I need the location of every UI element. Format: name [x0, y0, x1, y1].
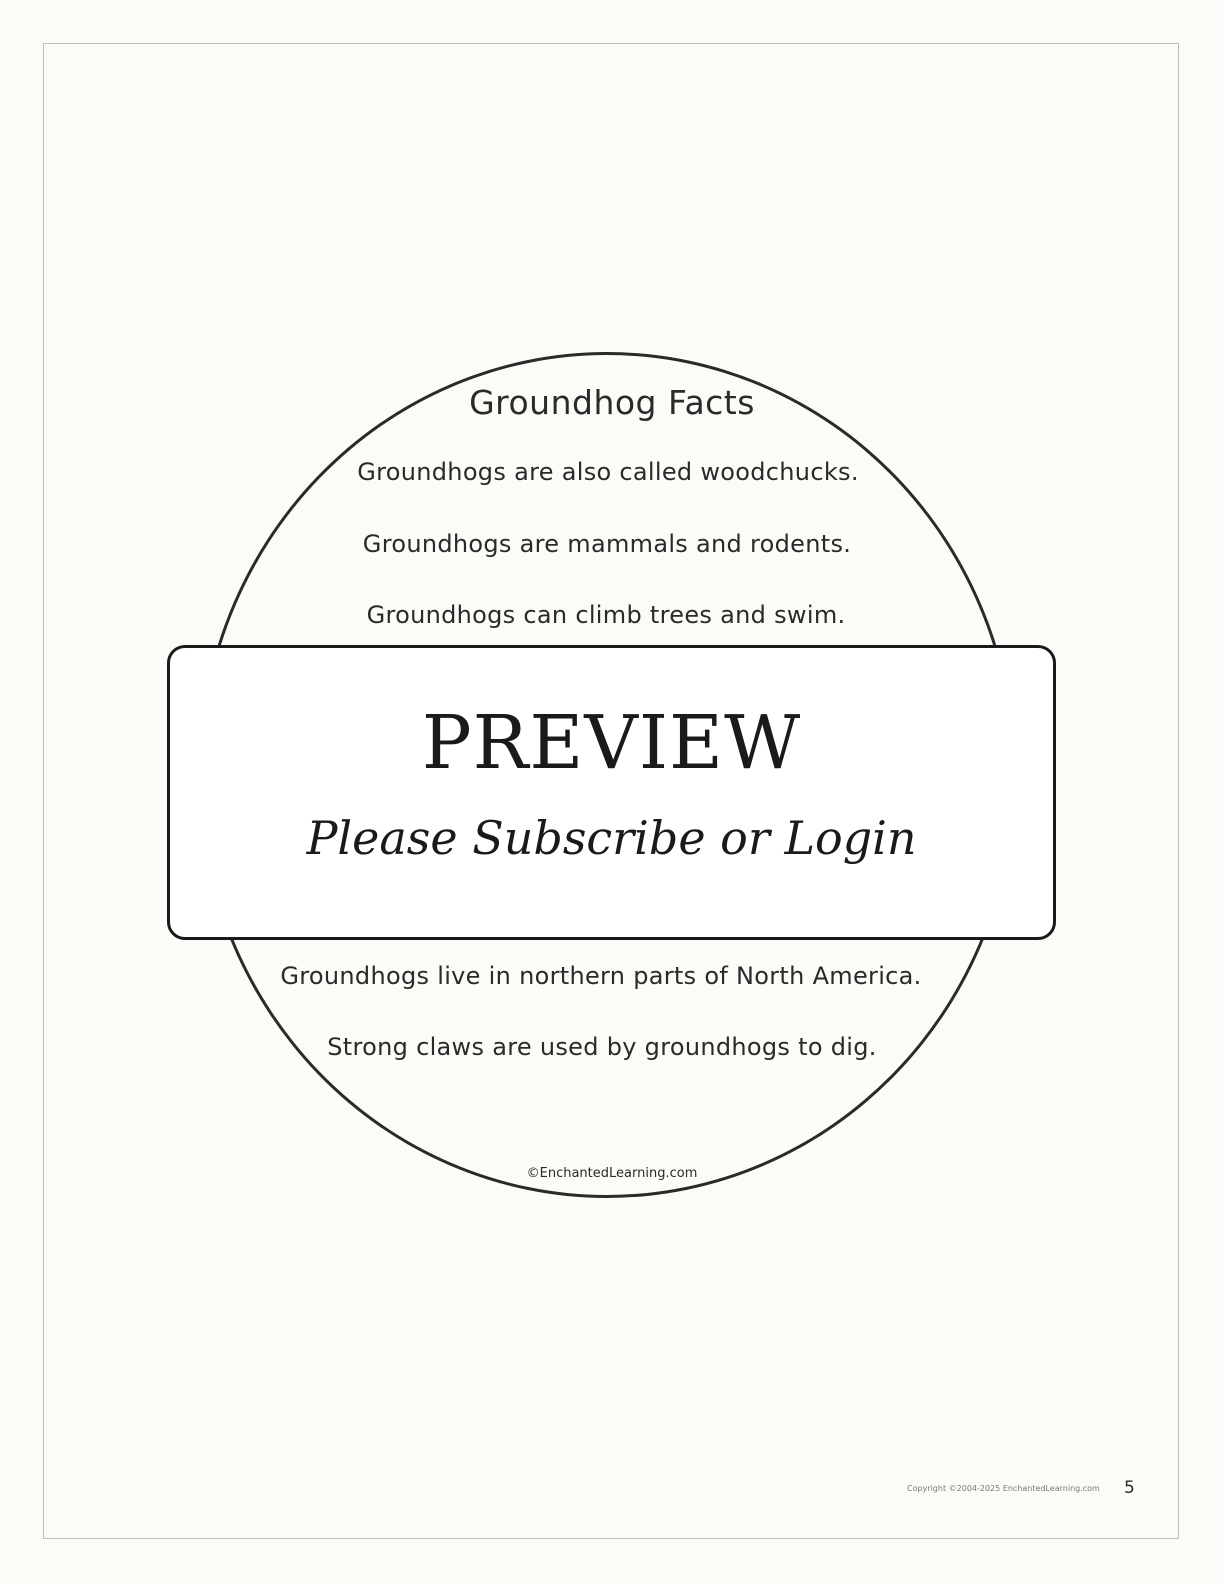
fact-item: Groundhogs can climb trees and swim. — [366, 601, 846, 629]
page-number: 5 — [1124, 1478, 1135, 1498]
copyright-notice: Copyright ©2004-2025 EnchantedLearning.com — [907, 1484, 1100, 1493]
subscribe-login-message[interactable]: Please Subscribe or Login — [306, 811, 917, 865]
fact-item: Groundhogs are mammals and rodents. — [362, 530, 852, 558]
fact-item: Groundhogs live in northern parts of North America. — [280, 962, 922, 990]
page-title: Groundhog Facts — [469, 383, 755, 422]
preview-overlay[interactable] — [167, 645, 1056, 940]
fact-item: Strong claws are used by groundhogs to dig. — [327, 1033, 877, 1061]
circle-credit: ©EnchantedLearning.com — [526, 1166, 698, 1181]
preview-heading: PREVIEW — [421, 700, 802, 786]
fact-item: Groundhogs are also called woodchucks. — [357, 458, 859, 486]
